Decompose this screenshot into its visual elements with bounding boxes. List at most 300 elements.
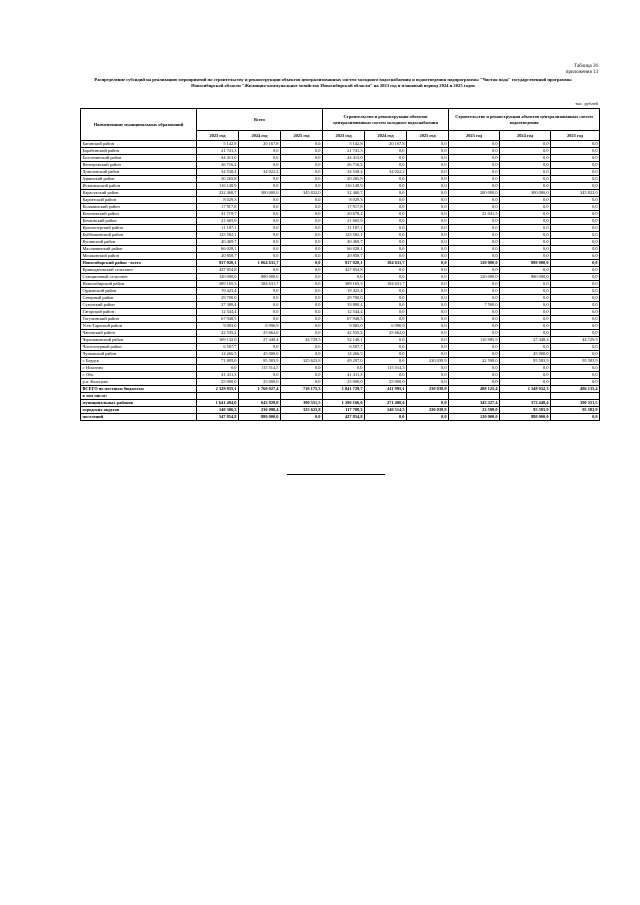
row-value: 0,0 — [407, 372, 449, 379]
row-value: 26 716,2 — [323, 162, 365, 169]
row-value: 44 413,0 — [197, 155, 239, 162]
row-value: 95 583,9 — [239, 358, 281, 365]
row-value: 0,0 — [551, 169, 600, 176]
row-value: 0,0 — [500, 379, 551, 386]
row-value: 230 039,9 — [407, 358, 449, 365]
row-name: Доволенский район — [81, 169, 197, 176]
row-value: 0,0 — [239, 148, 281, 155]
row-value: 0,0 — [551, 323, 600, 330]
row-value: 14 266,5 — [323, 351, 365, 358]
row-value: 25 000,0 — [239, 379, 281, 386]
row-value — [323, 393, 365, 400]
row-value: 20 858,7 — [197, 253, 239, 260]
row-name: Новосибирский район - всего — [81, 260, 197, 267]
row-value: 140 306,3 — [197, 407, 239, 414]
row-value — [500, 393, 551, 400]
row-value: 271 480,6 — [365, 400, 407, 407]
row-value: 6 996,9 — [365, 323, 407, 330]
row-name: Венгеровский район — [81, 162, 197, 169]
row-value: 325 623,8 — [281, 407, 323, 414]
row-value: 0,0 — [407, 155, 449, 162]
header-name: Наименование муниципальных образований — [81, 109, 197, 141]
unit-label: тыс. рублей — [575, 101, 598, 106]
row-name: Чистоозерный район — [81, 344, 197, 351]
table-row — [81, 309, 600, 316]
row-name: Коченевский район — [81, 211, 197, 218]
row-value: 0,0 — [449, 218, 500, 225]
row-value: 0,0 — [407, 309, 449, 316]
row-value: 2 329 855,1 — [197, 386, 239, 393]
row-value: 41 411,3 — [197, 372, 239, 379]
row-value: 29 700,0 — [323, 295, 365, 302]
row-value: 0,0 — [239, 176, 281, 183]
row-name: Криводановский сельсовет — [81, 267, 197, 274]
row-value: 21 741,3 — [197, 148, 239, 155]
row-value: 17 917,8 — [197, 204, 239, 211]
row-value: 325 623,8 — [281, 358, 323, 365]
row-value: 0,0 — [551, 281, 600, 288]
row-value: 0,0 — [551, 162, 600, 169]
row-value: 20 167,8 — [365, 141, 407, 148]
row-value: 0,0 — [407, 379, 449, 386]
row-value: 184 631,7 — [365, 281, 407, 288]
row-value: 880 000,0 — [239, 414, 281, 421]
row-value: 0,0 — [281, 330, 323, 337]
table-row — [81, 225, 600, 232]
table-row — [81, 176, 600, 183]
table-number: Таблица 26 — [574, 64, 598, 69]
row-value: 0,0 — [407, 190, 449, 197]
table-row — [81, 337, 600, 344]
header-year: 2025 год — [551, 131, 600, 141]
row-value: 0,0 — [551, 365, 600, 372]
row-value: 0,0 — [407, 204, 449, 211]
row-value: 25 000,0 — [323, 379, 365, 386]
row-value: 0,0 — [449, 330, 500, 337]
row-value: 0,0 — [551, 176, 600, 183]
table-row — [81, 267, 600, 274]
row-value: 0,0 — [407, 148, 449, 155]
row-value: 0,0 — [500, 141, 551, 148]
appendix-reference: приложения 13 — [565, 70, 598, 75]
row-value: 0,0 — [281, 295, 323, 302]
row-value: 0,0 — [449, 295, 500, 302]
row-value: 0,0 — [365, 211, 407, 218]
row-value: 0,0 — [500, 246, 551, 253]
table-row — [81, 365, 600, 372]
row-value: 25 000,0 — [365, 379, 407, 386]
row-value: 0,0 — [407, 253, 449, 260]
row-value: 0,0 — [365, 239, 407, 246]
row-value: 0,0 — [239, 316, 281, 323]
row-value: 116 148,9 — [197, 183, 239, 190]
row-value: 21 041,5 — [449, 211, 500, 218]
row-value: 9 083,0 — [323, 323, 365, 330]
table-row — [81, 323, 600, 330]
row-value: 0,0 — [449, 365, 500, 372]
row-value: 120 000,0 — [449, 260, 500, 267]
row-value: 0,0 — [365, 197, 407, 204]
row-name: Колыванский район — [81, 204, 197, 211]
row-value: 44 729,5 — [551, 337, 600, 344]
row-value: 0,0 — [407, 330, 449, 337]
table-row — [81, 169, 600, 176]
row-name: г. Обь — [81, 372, 197, 379]
row-name: поселений — [81, 414, 197, 421]
row-value — [239, 393, 281, 400]
row-value — [551, 393, 600, 400]
row-value: 0,0 — [407, 323, 449, 330]
row-value: 0,0 — [500, 155, 551, 162]
header-year: 2025 год — [281, 131, 323, 141]
row-value: 40 469,7 — [323, 239, 365, 246]
row-value: 0,0 — [551, 288, 600, 295]
row-value: 0,0 — [551, 239, 600, 246]
row-value: 0,0 — [281, 288, 323, 295]
row-value: 0,0 — [281, 253, 323, 260]
row-value: 0,0 — [551, 218, 600, 225]
row-value: 19 423,4 — [197, 288, 239, 295]
row-name: г. Бердск — [81, 358, 197, 365]
row-value: 42 535,2 — [197, 330, 239, 337]
table-header — [81, 109, 600, 141]
row-value: 300 000,0 — [500, 190, 551, 197]
row-name: в том числе: — [81, 393, 197, 400]
row-value: 1 760 027,4 — [239, 386, 281, 393]
row-value: 45 000,0 — [500, 351, 551, 358]
row-value: 115 514,5 — [239, 365, 281, 372]
row-value: 66 028,1 — [197, 246, 239, 253]
row-value: 117 708,3 — [323, 407, 365, 414]
row-value: 29 700,0 — [197, 295, 239, 302]
row-value: 300 000,0 — [239, 190, 281, 197]
row-value: 44 413,0 — [323, 155, 365, 162]
row-value: 34 538,4 — [197, 169, 239, 176]
row-value: 0,0 — [323, 274, 365, 281]
row-value: 0,0 — [365, 351, 407, 358]
row-value: 0,0 — [449, 351, 500, 358]
row-value: 0,0 — [407, 274, 449, 281]
row-name: Карасукский район — [81, 190, 197, 197]
row-value: 0,0 — [551, 302, 600, 309]
row-value: 0,0 — [449, 225, 500, 232]
row-value: 0,0 — [365, 162, 407, 169]
row-value: 389 165,3 — [197, 281, 239, 288]
row-value: 34 538,4 — [323, 169, 365, 176]
row-value: 0,0 — [407, 344, 449, 351]
row-value: 0,0 — [551, 267, 600, 274]
row-value: 0,0 — [281, 239, 323, 246]
row-value: 0,0 — [239, 302, 281, 309]
row-name: ВСЕГО по местным бюджетам — [81, 386, 197, 393]
row-value: 32 460,7 — [323, 190, 365, 197]
row-name: Каргатский район — [81, 197, 197, 204]
row-value: 19 423,4 — [323, 288, 365, 295]
row-value: 0,0 — [281, 302, 323, 309]
row-value: 0,0 — [500, 253, 551, 260]
table-row — [81, 281, 600, 288]
row-value: 0,0 — [239, 239, 281, 246]
row-value: 0,0 — [281, 274, 323, 281]
row-value: 0,0 — [407, 225, 449, 232]
table-row — [81, 246, 600, 253]
row-value: 116 985,9 — [449, 337, 500, 344]
row-name: Сузунский район — [81, 302, 197, 309]
table-row — [81, 344, 600, 351]
row-value: 0,0 — [500, 281, 551, 288]
row-value: 0,0 — [281, 372, 323, 379]
row-value: 0,0 — [551, 351, 600, 358]
row-value: 17 917,8 — [323, 204, 365, 211]
row-value: 0,0 — [449, 162, 500, 169]
row-value: 0,0 — [449, 379, 500, 386]
row-name: Северный район — [81, 295, 197, 302]
row-value: 230 039,9 — [407, 386, 449, 393]
row-value: 0,0 — [365, 274, 407, 281]
row-value: 880 000,0 — [500, 274, 551, 281]
header-year: 2025 год — [407, 131, 449, 141]
header-year: 2024 год — [365, 131, 407, 141]
table-row — [81, 253, 600, 260]
row-name: Здвинский район — [81, 176, 197, 183]
header-year: 2023 год — [323, 131, 365, 141]
row-value: 0,0 — [407, 183, 449, 190]
row-value: 0,0 — [281, 155, 323, 162]
row-value: 0,0 — [365, 232, 407, 239]
row-value: 0,0 — [449, 204, 500, 211]
row-value: 0,0 — [500, 225, 551, 232]
row-value: 0,0 — [449, 281, 500, 288]
row-value: 0,0 — [407, 211, 449, 218]
row-value: 11 187,1 — [197, 225, 239, 232]
row-name: Усть-Таркский район — [81, 323, 197, 330]
table-row — [81, 148, 600, 155]
row-value: 25 662,0 — [365, 330, 407, 337]
header-total: Всего — [197, 109, 323, 131]
row-value: 0,0 — [407, 302, 449, 309]
row-value: 427 854,8 — [323, 414, 365, 421]
row-value — [449, 393, 500, 400]
row-value: 0,0 — [239, 155, 281, 162]
row-value: 12 544,4 — [323, 309, 365, 316]
row-value: 0,0 — [551, 253, 600, 260]
row-value: 0,0 — [365, 302, 407, 309]
row-value: 8 029,3 — [323, 197, 365, 204]
row-value: 230 039,9 — [407, 407, 449, 414]
row-value: 0,0 — [551, 372, 600, 379]
header-year: 2024 год — [239, 131, 281, 141]
row-value: 0,0 — [551, 197, 600, 204]
row-value — [407, 393, 449, 400]
row-value: 0,0 — [365, 337, 407, 344]
row-value: 411 995,1 — [365, 386, 407, 393]
row-value: 0,0 — [407, 400, 449, 407]
row-value: 115 514,5 — [365, 365, 407, 372]
row-name: Новосибирский район — [81, 281, 197, 288]
row-value: 0,0 — [407, 316, 449, 323]
row-value: 0,0 — [500, 267, 551, 274]
row-value: 0,0 — [365, 204, 407, 211]
row-name: Маслянинский район — [81, 246, 197, 253]
row-value: 486 135,4 — [551, 386, 600, 393]
row-value: 0,0 — [239, 197, 281, 204]
row-value: 0,0 — [551, 148, 600, 155]
row-name: Чулымский район — [81, 351, 197, 358]
row-value: 12 544,4 — [197, 309, 239, 316]
row-value: 0,0 — [551, 309, 600, 316]
row-name: Мошковский район — [81, 253, 197, 260]
row-value: 0,0 — [449, 148, 500, 155]
table-row — [81, 155, 600, 162]
row-value: 0,0 — [500, 148, 551, 155]
row-value: 390 551,5 — [551, 400, 600, 407]
row-value: 0,0 — [281, 183, 323, 190]
row-value: 880 000,0 — [500, 260, 551, 267]
table-body — [81, 141, 600, 421]
row-value: 21 665,9 — [323, 218, 365, 225]
row-value: 716 175,3 — [281, 386, 323, 393]
row-value: 52 146,1 — [323, 337, 365, 344]
row-value: 488 125,4 — [449, 386, 500, 393]
row-value: 0,0 — [449, 344, 500, 351]
table-row — [81, 316, 600, 323]
row-value: 0,0 — [239, 211, 281, 218]
row-value: 0,0 — [407, 288, 449, 295]
row-value: 0,0 — [449, 169, 500, 176]
row-value: 25 000,0 — [197, 379, 239, 386]
row-value: 66 028,1 — [323, 246, 365, 253]
row-value: 21 741,3 — [323, 148, 365, 155]
row-value: 0,0 — [449, 316, 500, 323]
table-row — [81, 183, 600, 190]
row-value: 34 022,2 — [239, 169, 281, 176]
table-row — [81, 379, 600, 386]
row-value: 41 719,7 — [197, 211, 239, 218]
row-value: 0,0 — [365, 267, 407, 274]
row-value: 0,0 — [281, 141, 323, 148]
row-value: 125 582,1 — [323, 232, 365, 239]
row-value: 11 187,1 — [323, 225, 365, 232]
row-name: Чановский район — [81, 330, 197, 337]
row-value: 427 854,8 — [197, 267, 239, 274]
row-value: 547 854,8 — [197, 414, 239, 421]
row-value — [365, 393, 407, 400]
end-divider — [287, 474, 385, 475]
row-value: 22 598,0 — [449, 407, 500, 414]
row-name: Куйбышевский район — [81, 232, 197, 239]
table-row — [81, 351, 600, 358]
row-value: 1 064 631,7 — [239, 260, 281, 267]
row-name: Тогучинский район — [81, 316, 197, 323]
row-value: 21 665,9 — [197, 218, 239, 225]
row-value: 0,0 — [281, 414, 323, 421]
row-value: 937 020,1 — [197, 260, 239, 267]
row-value: 0,0 — [551, 155, 600, 162]
row-value: 0,0 — [500, 372, 551, 379]
row-value: 0,0 — [449, 155, 500, 162]
row-value: 0,0 — [449, 309, 500, 316]
row-name: Кочковский район — [81, 218, 197, 225]
row-value: 0,0 — [551, 414, 600, 421]
row-value: 0,0 — [281, 225, 323, 232]
row-value: 0,0 — [239, 204, 281, 211]
row-value: 236 098,4 — [239, 407, 281, 414]
row-value: 0,0 — [551, 260, 600, 267]
row-name: Краснозерский район — [81, 225, 197, 232]
row-value: 0,0 — [239, 232, 281, 239]
row-value: 0,0 — [407, 351, 449, 358]
row-value: 9 083,0 — [197, 323, 239, 330]
row-value: 19 880,4 — [323, 302, 365, 309]
row-value: 0,0 — [281, 267, 323, 274]
row-value: 0,0 — [365, 414, 407, 421]
row-value: 0,0 — [407, 281, 449, 288]
row-value: 0,0 — [239, 295, 281, 302]
row-value: 5 142,8 — [323, 141, 365, 148]
row-value: 20 858,7 — [323, 253, 365, 260]
row-value: 389 165,3 — [323, 281, 365, 288]
row-value: 20 265,8 — [197, 176, 239, 183]
row-name: Ордынский район — [81, 288, 197, 295]
row-value: 116 148,9 — [323, 183, 365, 190]
row-value: 6 507,7 — [323, 344, 365, 351]
row-value — [281, 393, 323, 400]
table-row — [81, 190, 600, 197]
row-value: 0,0 — [281, 351, 323, 358]
row-value: 120 000,0 — [449, 414, 500, 421]
row-value: 0,0 — [449, 267, 500, 274]
row-value: 0,0 — [500, 316, 551, 323]
row-name: городских округов — [81, 407, 197, 414]
row-value: 0,0 — [365, 288, 407, 295]
row-value: 0,0 — [500, 204, 551, 211]
row-value: 345 822,0 — [281, 190, 323, 197]
row-value: 0,0 — [407, 246, 449, 253]
row-value: 200 000,0 — [449, 190, 500, 197]
row-name: Станционный сельсовет — [81, 274, 197, 281]
header-cold-water: Строительство и реконструкция объектов централизованных систем холодного водоснабжения — [323, 109, 449, 131]
row-value: 0,0 — [239, 372, 281, 379]
row-value: 27 448,4 — [239, 337, 281, 344]
row-value: 95 583,9 — [500, 358, 551, 365]
row-value: 0,0 — [407, 169, 449, 176]
row-value: 1 641 494,0 — [197, 400, 239, 407]
row-value: 26 716,2 — [197, 162, 239, 169]
row-value: 0,0 — [407, 239, 449, 246]
table-row — [81, 302, 600, 309]
row-value: 0,0 — [500, 162, 551, 169]
row-value: 0,0 — [281, 281, 323, 288]
row-value: 140 514,5 — [365, 407, 407, 414]
row-value: 0,0 — [551, 232, 600, 239]
row-value: 0,0 — [365, 372, 407, 379]
row-value: 232 460,7 — [197, 190, 239, 197]
row-value: 0,0 — [281, 197, 323, 204]
row-value: 0,0 — [239, 267, 281, 274]
row-value: 0,0 — [500, 232, 551, 239]
row-value: 0,0 — [500, 330, 551, 337]
row-value: 27 448,4 — [500, 337, 551, 344]
row-value: 34 022,2 — [365, 169, 407, 176]
row-value: 45 000,0 — [239, 351, 281, 358]
row-value: 345 822,0 — [551, 190, 600, 197]
row-value: 0,0 — [551, 344, 600, 351]
row-value: 0,0 — [500, 239, 551, 246]
row-value: 0,0 — [500, 323, 551, 330]
row-value: 0,0 — [365, 358, 407, 365]
row-value: 0,0 — [407, 218, 449, 225]
row-value: 0,0 — [551, 183, 600, 190]
